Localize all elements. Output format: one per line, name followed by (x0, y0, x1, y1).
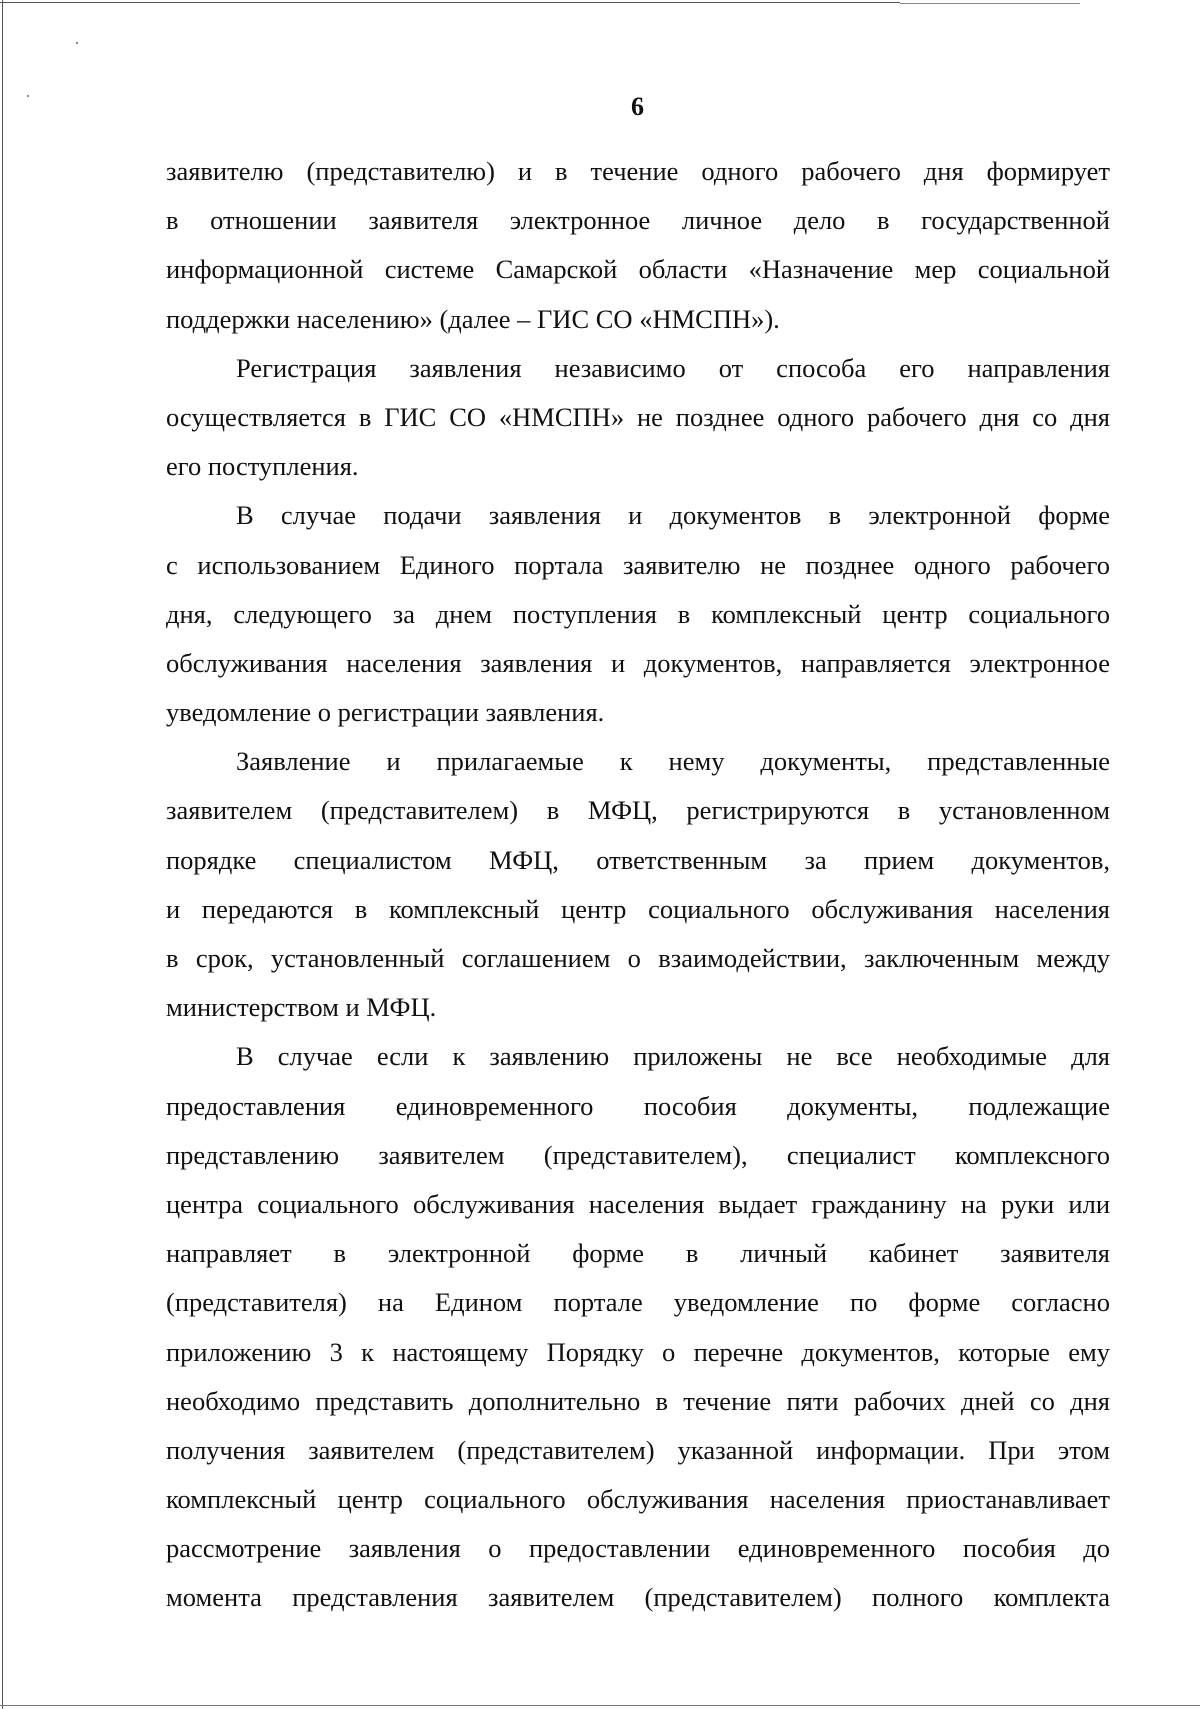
paragraph (166, 344, 1110, 492)
text-line: дня, следующего за днем поступления в комплексный центр социального (166, 598, 1110, 629)
text-line: предоставления единовременного пособия документы, подлежащие (166, 1090, 1110, 1121)
document-body (166, 147, 1110, 1623)
text-line: информационной системе Самарской области «Назначение мер социальной (166, 254, 1110, 285)
text-line: (представителя) на Едином портале уведомление по форме согласно (166, 1287, 1110, 1318)
text-line: момента представления заявителем (представителем) полного комплекта (166, 1582, 1110, 1613)
paragraph (166, 1032, 1110, 1622)
text-line: в срок, установленный соглашением о взаимодействии, заключенным между (166, 943, 1110, 973)
text-line: порядке специалистом МФЦ, ответственным за прием документов, (166, 844, 1110, 875)
paragraph (166, 737, 1110, 1032)
text-line: осуществляется в ГИС СО «НМСПН» не позднее одного рабочего дня со дня (166, 401, 1110, 432)
text-line: заявителю (представителю) и в течение одного рабочего дня формирует (166, 156, 1110, 186)
paragraph (166, 491, 1110, 737)
text-line: приложению 3 к настоящему Порядку о перечне документов, которые ему (166, 1336, 1110, 1367)
text-line: и передаются в комплексный центр социального обслуживания населения (166, 893, 1110, 924)
scan-edge-bottom (0, 1705, 1200, 1706)
text-line: Регистрация заявления независимо от способа его направления (236, 352, 1110, 383)
text-line: представлению заявителем (представителем), специалист комплексного (166, 1139, 1110, 1170)
text-line: его поступления. (166, 451, 359, 482)
scan-edge-left (2, 0, 3, 1709)
text-line: центра социального обслуживания населения выдает гражданину на руки или (166, 1188, 1110, 1219)
text-line: комплексный центр социального обслуживания населения приостанавливает (166, 1484, 1110, 1515)
text-line: В случае подачи заявления и документов в электронной форме (236, 500, 1110, 531)
text-line: получения заявителем (представителем) указанной информации. При этом (166, 1434, 1110, 1465)
scan-speck (76, 42, 78, 44)
text-line: с использованием Единого портала заявителю не позднее одного рабочего (166, 549, 1110, 580)
scan-edge-top (0, 2, 900, 3)
text-line: рассмотрение заявления о предоставлении единовременного пособия до (166, 1533, 1110, 1564)
scan-edge-top-segment (900, 3, 1080, 4)
page-number: 6 (631, 92, 644, 121)
text-line: уведомление о регистрации заявления. (166, 697, 605, 728)
text-line: необходимо представить дополнительно в течение пяти рабочих дней со дня (166, 1385, 1110, 1416)
text-line: заявителем (представителем) в МФЦ, регистрируются в установленном (166, 795, 1110, 826)
text-line: В случае если к заявлению приложены не все необходимые для (236, 1041, 1110, 1072)
text-line: поддержки населению» (далее – ГИС СО «НМСПН»). (166, 303, 780, 334)
text-line: обслуживания населения заявления и документов, направляется электронное (166, 647, 1110, 678)
text-line: направляет в электронной форме в личный кабинет заявителя (166, 1238, 1110, 1269)
text-line: Заявление и прилагаемые к нему документы, представленные (236, 746, 1110, 777)
text-line: министерством и МФЦ. (166, 992, 437, 1023)
text-line: в отношении заявителя электронное личное дело в государственной (166, 205, 1110, 236)
paragraph (166, 147, 1110, 344)
